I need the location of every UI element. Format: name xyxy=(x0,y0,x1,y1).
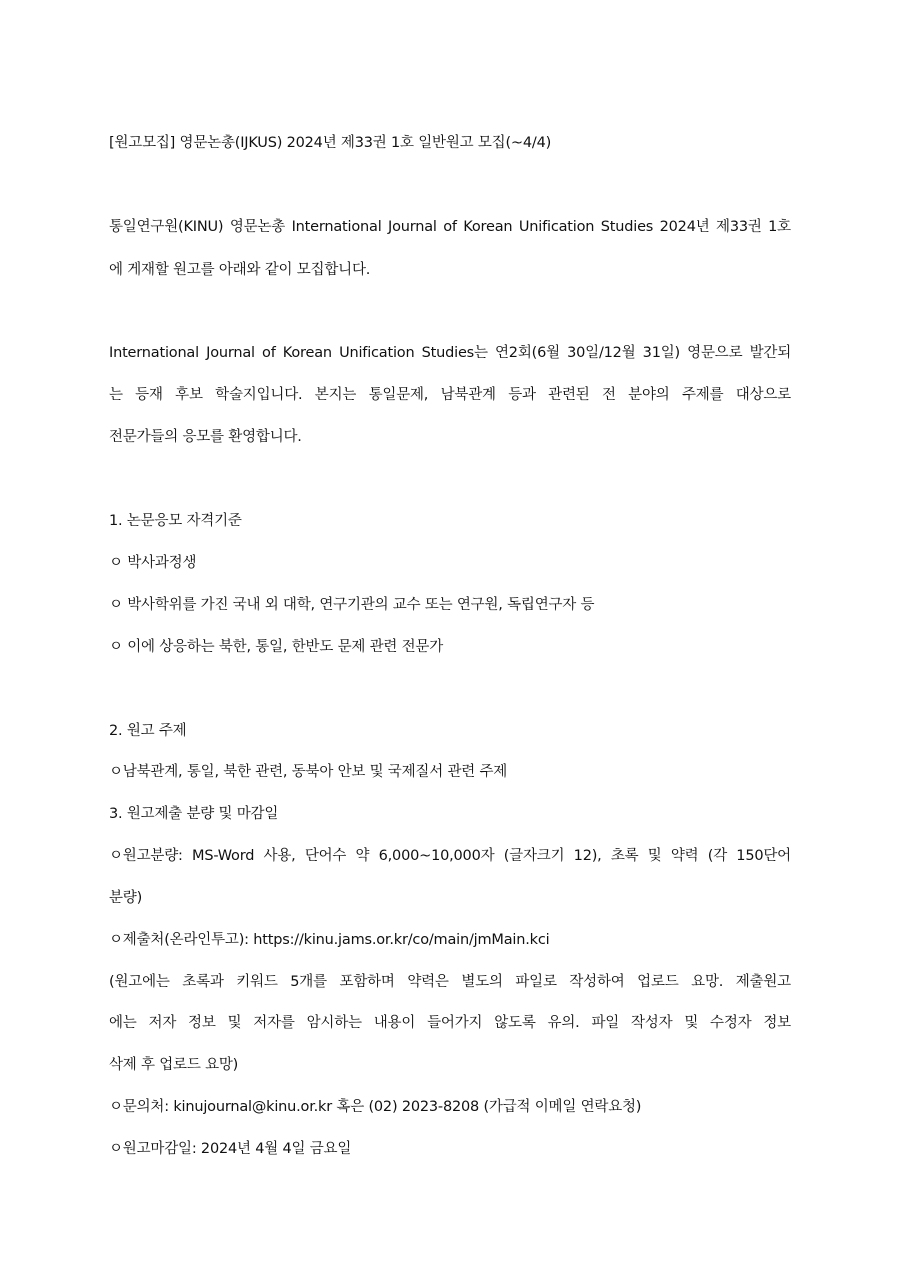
section1-item-2: ㅇ 박사학위를 가진 국내 외 대학, 연구기관의 교수 또는 연구원, 독립연구자 등 xyxy=(109,597,595,613)
note-line-3: 삭제 후 업로드 요망) xyxy=(109,1057,239,1073)
about-line-1: International Journal of Korean Unification Studies는 연2회(6월 30일/12월 31일) 영문으로 발간되 xyxy=(109,345,791,361)
volume-line-1: ㅇ원고분량: MS-Word 사용, 단어수 약 6,000~10,000자 (글자크기 12), 초록 및 약력 (각 150단어 xyxy=(109,848,791,864)
note-line-2: 에는 저자 정보 및 저자를 암시하는 내용이 들어가지 않도록 유의. 파일 작성자 및 수정자 정보 xyxy=(109,1015,791,1031)
document-title: [원고모집] 영문논총(IJKUS) 2024년 제33권 1호 일반원고 모집(~4/4) xyxy=(109,135,552,151)
volume-line-2: 분량) xyxy=(109,890,143,906)
about-line-3: 전문가들의 응모를 환영합니다. xyxy=(109,429,302,445)
about-line-2: 는 등재 후보 학술지입니다. 본지는 통일문제, 남북관계 등과 관련된 전 분야의 주제를 대상으로 xyxy=(109,387,791,403)
submission-site: ㅇ제출처(온라인투고): https://kinu.jams.or.kr/co/main/jmMain.kci xyxy=(109,932,550,948)
deadline-line: ㅇ원고마감일: 2024년 4월 4일 금요일 xyxy=(109,1141,352,1157)
section2-item: ㅇ남북관계, 통일, 북한 관련, 동북아 안보 및 국제질서 관련 주제 xyxy=(109,764,508,780)
section2-heading: 2. 원고 주제 xyxy=(109,723,187,739)
intro-line-1: 통일연구원(KINU) 영문논총 International Journal of Korean Unification Studies 2024년 제33권 1호 xyxy=(109,219,791,235)
section1-item-3: ㅇ 이에 상응하는 북한, 통일, 한반도 문제 관련 전문가 xyxy=(109,639,444,655)
section1-heading: 1. 논문응모 자격기준 xyxy=(109,513,242,529)
section3-heading: 3. 원고제출 분량 및 마감일 xyxy=(109,806,279,822)
intro-line-2: 에 게재할 원고를 아래와 같이 모집합니다. xyxy=(109,262,371,278)
section1-item-1: ㅇ 박사과정생 xyxy=(109,555,197,571)
note-line-1: (원고에는 초록과 키워드 5개를 포함하며 약력은 별도의 파일로 작성하여 업로드 요망. 제출원고 xyxy=(109,974,791,990)
contact-line: ㅇ문의처: kinujournal@kinu.or.kr 혹은 (02) 2023-8208 (가급적 이메일 연락요청) xyxy=(109,1099,642,1115)
